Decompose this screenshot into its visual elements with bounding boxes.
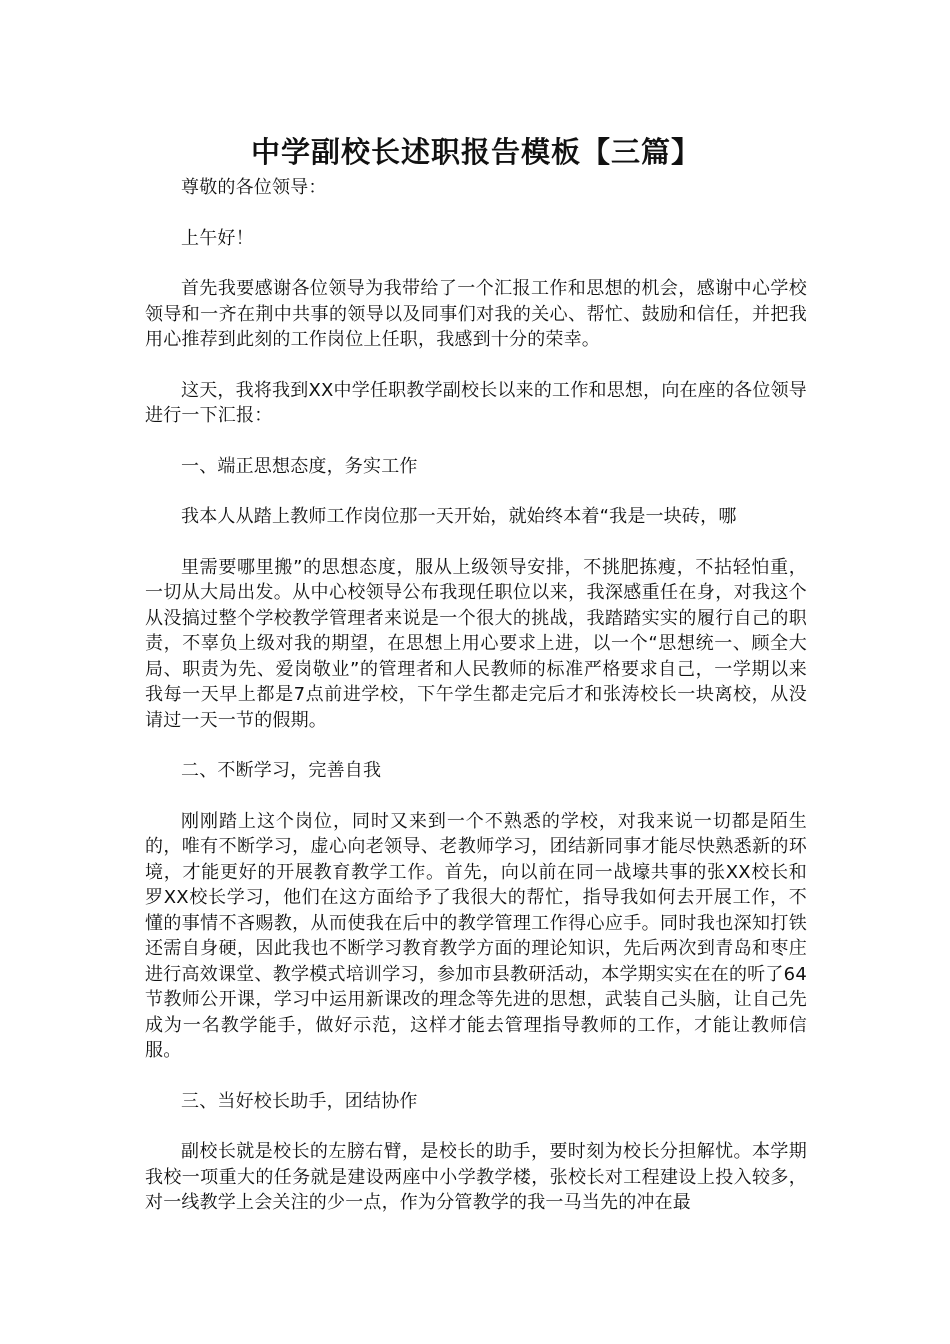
paragraph-section-1-start: 我本人从踏上教师工作岗位那一天开始，就始终本着“我是一块砖，哪 [181, 506, 737, 527]
section-heading-2: 二、不断学习，完善自我 [181, 760, 382, 781]
paragraph-section-2-body: 刚刚踏上这个岗位，同时又来到一个不熟悉的学校，对我来说一切都是陌生的，唯有不断学习，虚心向老领导、老教师学习，团结新同事才能尽快熟悉新的环境，才能更好的开展教育教学工作。首先，向以前在同一战壕共事的张XX校长和罗XX校长学习，他们在这方面给予了我很大的帮忙，指导我如何去开展工作，不懂的事情不吝赐教，从而使我在后中的教学管理工作得心应手。同时我也深知打铁还需自身硬，因此我也不断学习教育教学方面的理论知识，先后两次到青岛和枣庄进行高效课堂、教学模式培训学习，参加市县教研活动，本学期实实在在的听了64节教师公开课，学习中运用新课改的理念等先进的思想，武装自己头脑，让自己先成为一名教学能手，做好示范，这样才能去管理指导教师的工作，才能让教师信服。 [145, 810, 807, 1061]
document-title: 中学副校长述职报告模板【三篇】 [250, 135, 701, 169]
section-heading-3: 三、当好校长助手，团结协作 [181, 1090, 418, 1112]
document-page [145, 126, 807, 1241]
paragraph-section-1-body: 里需要哪里搬”的思想态度，服从上级领导安排，不挑肥拣瘦，不拈轻怕重，一切从大局出发。从中心校领导公布我现任职位以来，我深感重任在身，对我这个从没搞过整个学校教学管理者来说是一个很大的挑战，我踏踏实实的履行自己的职责，不辜负上级对我的期望，在思想上用心要求上进，以一个“思想统一、顾全大局、职责为先、爱岗敬业”的管理者和人民教师的标准严格要求自己，一学期以来我每一天早上都是7点前进学校，下午学生都走完后才和张涛校长一块离校，从没请过一天一节的假期。 [145, 556, 807, 731]
paragraph-section-3-body: 副校长就是校长的左膀右臂，是校长的助手，要时刻为校长分担解忧。本学期我校一项重大的任务就是建设两座中小学教学楼，张校长对工程建设上投入较多，对一线教学上会关注的少一点，作为分管教学的我一马当先的冲在最 [145, 1141, 807, 1213]
greeting: 上午好！ [181, 227, 254, 249]
salutation: 尊敬的各位领导： [181, 177, 327, 198]
paragraph-intro: 这天，我将我到XX中学任职教学副校长以来的工作和思想，向在座的各位领导进行一下汇报： [145, 379, 807, 426]
section-heading-1: 一、端正思想态度，务实工作 [181, 455, 418, 477]
paragraph-thanks: 首先我要感谢各位领导为我带给了一个汇报工作和思想的机会，感谢中心学校领导和一齐在荆中共事的领导以及同事们对我的关心、帮忙、鼓励和信任，并把我用心推荐到此刻的工作岗位上任职，我感到十分的荣幸。 [145, 278, 807, 350]
